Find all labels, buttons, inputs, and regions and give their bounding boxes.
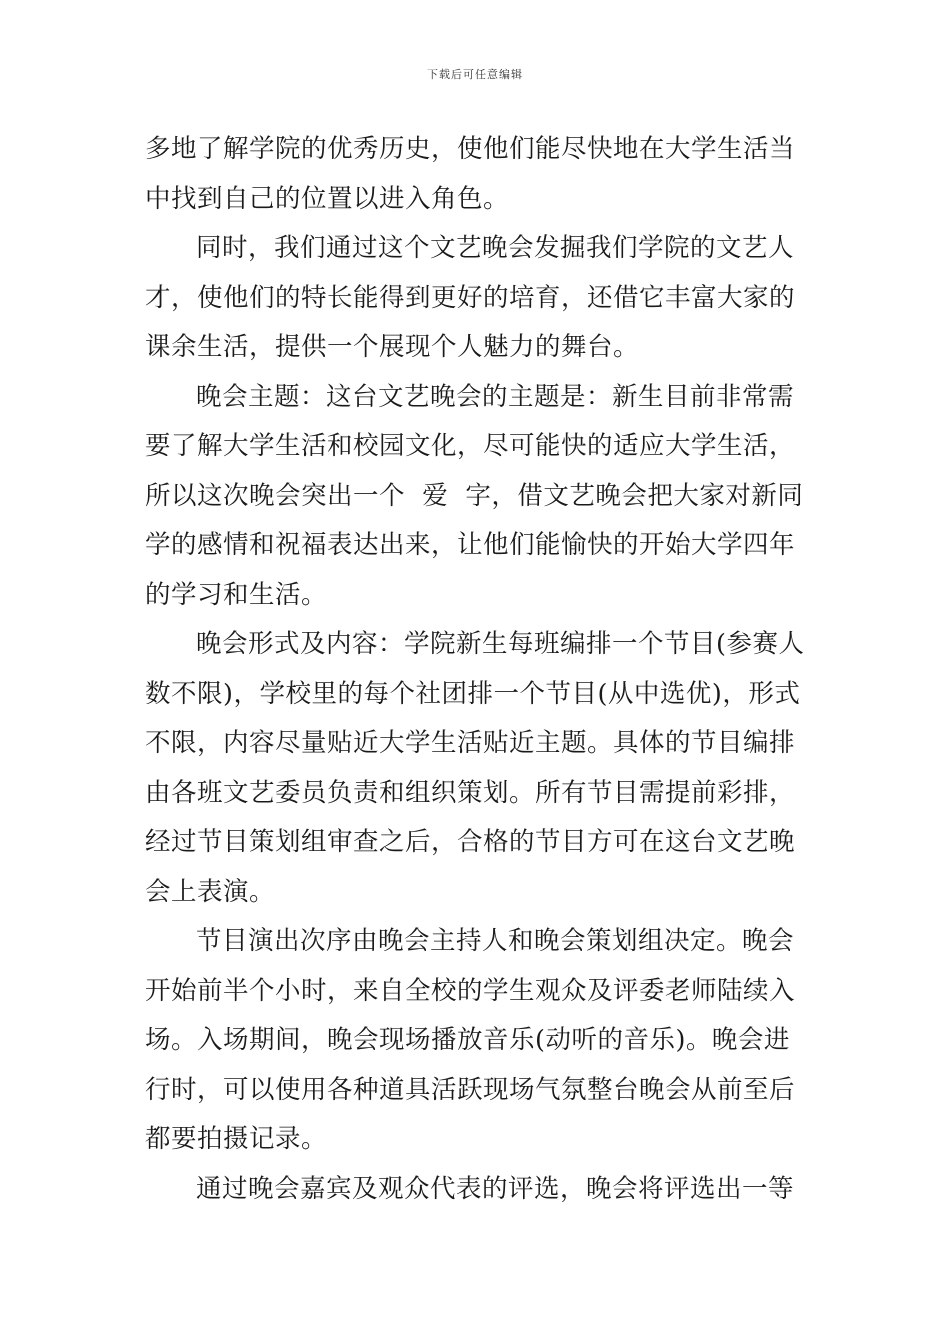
text-line: 才，使他们的特长能得到更好的培育，还借它丰富大家的 — [145, 282, 796, 313]
text-line: 晚会形式及内容：学院新生每班编排一个节目(参赛人 — [196, 629, 805, 659]
text-line: 行时，可以使用各种道具活跃现场气氛整台晚会从前至后 — [145, 1074, 796, 1105]
text-line: 的学习和生活。 — [145, 579, 328, 610]
body-text — [145, 125, 810, 1214]
text-line: 经过节目策划组审查之后，合格的节目方可在这台文艺晚 — [145, 827, 796, 857]
text-line: 节目演出次序由晚会主持人和晚会策划组决定。晚会 — [196, 926, 795, 956]
paragraph — [145, 620, 810, 917]
text-line: 通过晚会嘉宾及观众代表的评选，晚会将评选出一等 — [196, 1173, 795, 1204]
text-line: 都要拍摄记录。 — [145, 1124, 328, 1154]
text-line: 开始前半个小时，来自全校的学生观众及评委老师陆续入 — [145, 975, 796, 1006]
text-line: 会上表演。 — [145, 876, 276, 907]
paragraph — [145, 373, 810, 621]
paragraph — [145, 1165, 810, 1215]
paragraph — [145, 125, 810, 224]
text-line: 中找到自己的位置以进入角色。 — [145, 183, 510, 214]
text-line: 由各班文艺委员负责和组织策划。所有节目需提前彩排， — [145, 777, 796, 808]
paragraph — [145, 917, 810, 1165]
text-line: 课余生活，提供一个展现个人魅力的舞台。 — [145, 332, 640, 362]
text-line: 要了解大学生活和校园文化，尽可能快的适应大学生活， — [145, 431, 796, 461]
text-line: 晚会主题：这台文艺晚会的主题是：新生目前非常需 — [196, 381, 795, 412]
text-line: 所以这次晚会突出一个 爱 字，借文艺晚会把大家对新同 — [145, 480, 804, 511]
text-line: 场。入场期间，晚会现场播放音乐(动听的音乐)。晚会进 — [145, 1025, 790, 1055]
text-line: 同时，我们通过这个文艺晚会发掘我们学院的文艺人 — [196, 233, 795, 263]
text-line: 不限，内容尽量贴近大学生活贴近主题。具体的节目编排 — [145, 728, 796, 758]
header-note: 下载后可任意编辑 — [427, 68, 523, 81]
paragraph — [145, 224, 810, 373]
text-line: 数不限)，学校里的每个社团排一个节目(从中选优)，形式 — [145, 678, 801, 709]
text-line: 多地了解学院的优秀历史，使他们能尽快地在大学生活当 — [145, 134, 796, 164]
text-line: 学的感情和祝福表达出来，让他们能愉快的开始大学四年 — [145, 530, 796, 560]
